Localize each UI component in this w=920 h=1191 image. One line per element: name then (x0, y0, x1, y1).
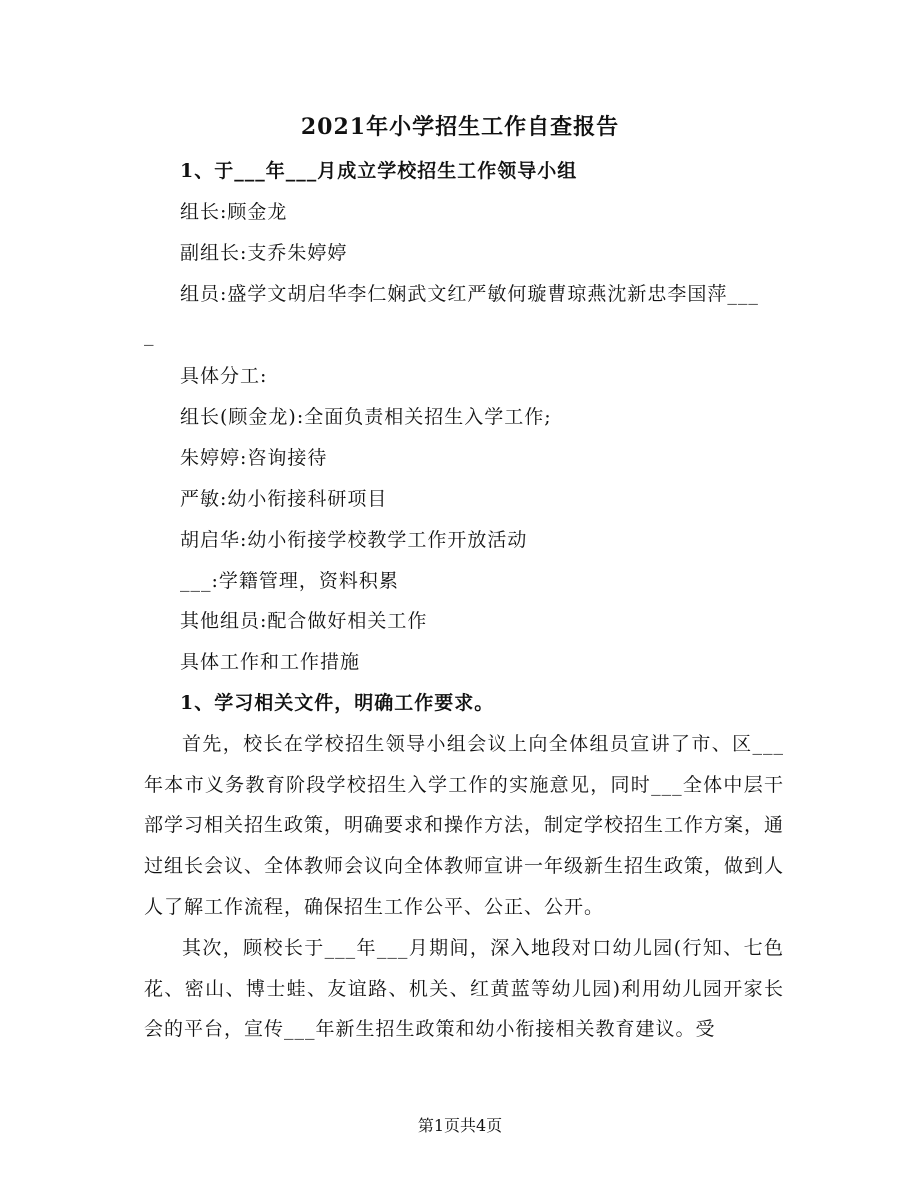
deputy-leader-line: 副组长:支乔朱婷婷 (180, 242, 348, 264)
body-paragraph-first: 首先，校长在学校招生领导小组会议上向全体组员宣讲了市、区___年本市义务教育阶段学校招生入学工作的实施意见，同时___全体中层干部学习相关招生政策，明确要求和操作方法，制定学校招生工作方案，通过组长会议、全体教师会议向全体教师宣讲一年级新生招生政策，做到人人了解工作流程，确保招生工作公平、公正、公开。 (144, 733, 785, 918)
division-heading: 具体分工: (180, 365, 268, 387)
section-heading-study-documents: 1、学习相关文件，明确工作要求。 (180, 692, 495, 714)
document-title: 2021年小学招生工作自查报告 (300, 114, 620, 140)
duty-item: ___:学籍管理，资料积累 (180, 570, 399, 592)
duty-item: 其他组员:配合做好相关工作 (180, 610, 428, 632)
section-heading-leadership-group: 1、于___年___月成立学校招生工作领导小组 (180, 160, 578, 182)
leader-line: 组长:顾金龙 (180, 201, 288, 223)
duty-item: 严敏:幼小衔接科研项目 (180, 488, 388, 510)
page-number: 第1页共4页 (417, 1116, 503, 1135)
duty-item: 朱婷婷:咨询接待 (180, 447, 328, 469)
duty-item: 胡启华:幼小衔接学校教学工作开放活动 (180, 529, 528, 551)
duty-item: 组长(顾金龙):全面负责相关招生入学工作; (180, 406, 552, 428)
members-line-wrap: _ (144, 324, 155, 346)
body-paragraph-second: 其次，顾校长于___年___月期间，深入地段对口幼儿园(行知、七色花、密山、博士蛙、友谊路、机关、红黄蓝等幼儿园)利用幼儿园开家长会的平台，宣传___年新生招生政策和幼小衔接相关教育建议。受 (144, 937, 784, 1041)
measures-heading: 具体工作和工作措施 (180, 651, 361, 673)
members-line: 组员:盛学文胡启华李仁娴武文红严敏何璇曹琼燕沈新忠李国萍___ (180, 283, 759, 305)
